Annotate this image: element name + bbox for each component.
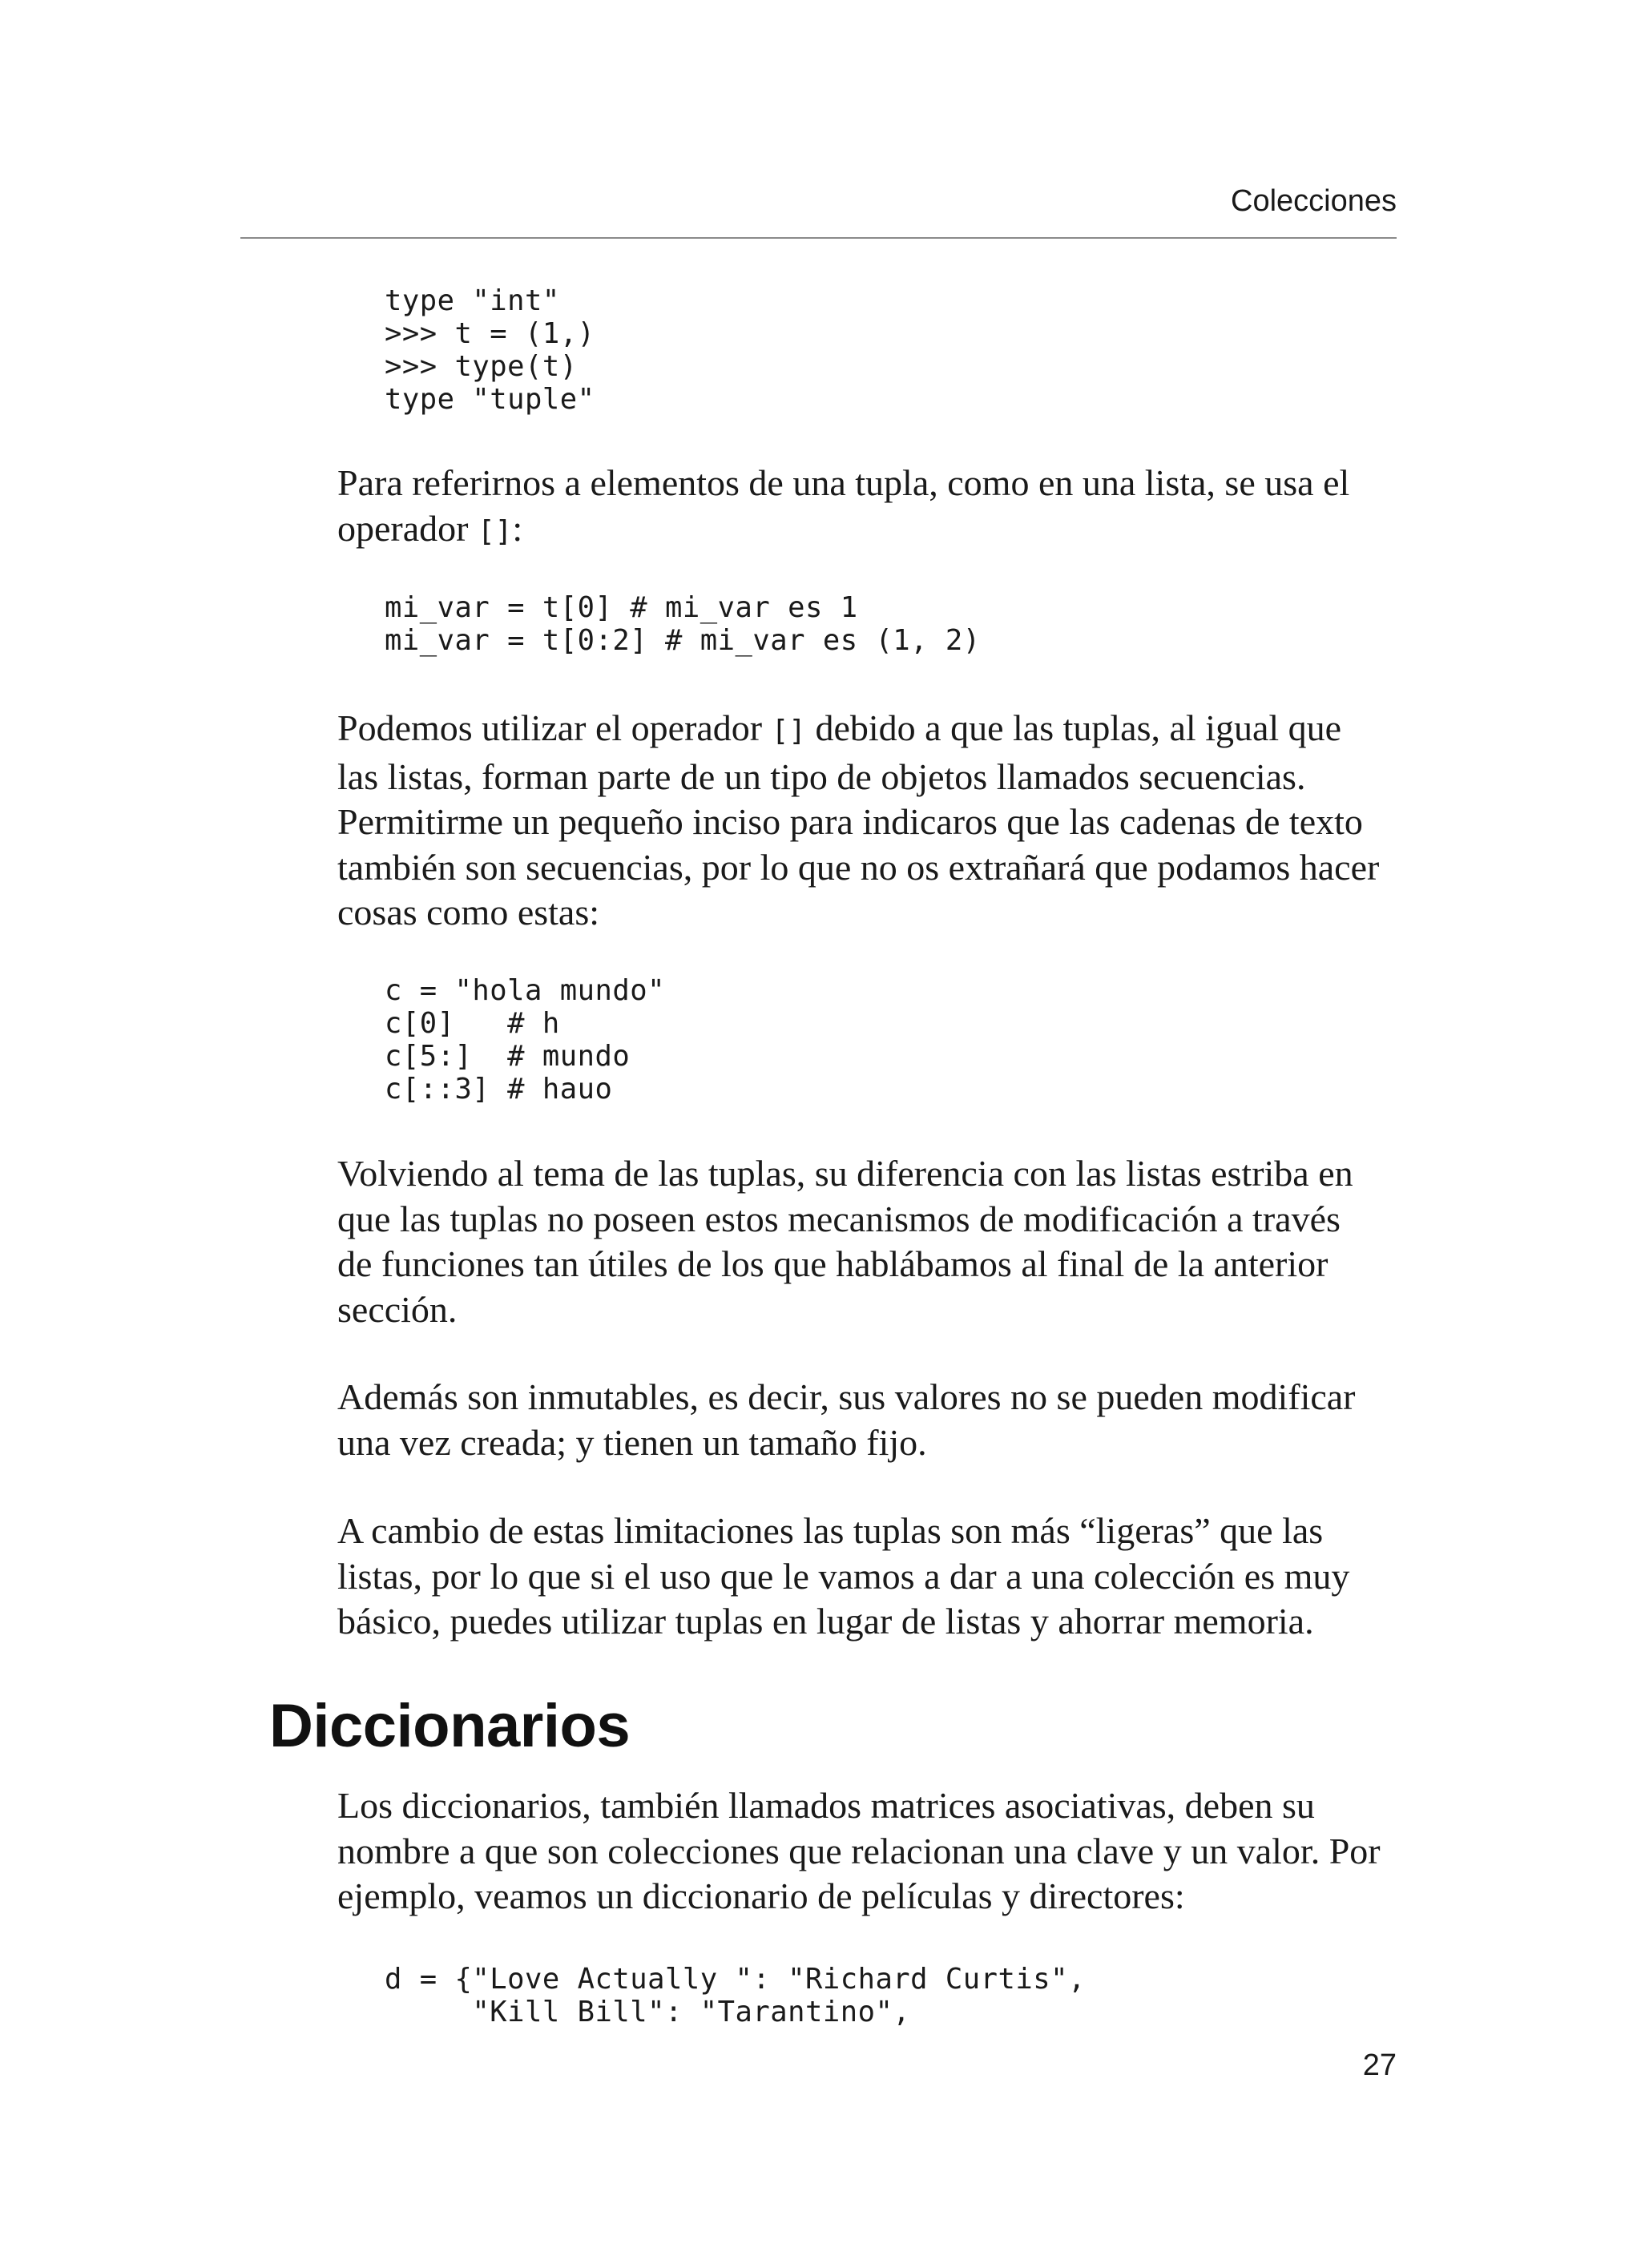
paragraph-tuple-indexing bbox=[337, 461, 1411, 554]
code-line: c[5:] # mundo bbox=[385, 1040, 631, 1073]
text-line: que las tuplas no poseen estos mecanismos de modificación a través bbox=[337, 1198, 1341, 1239]
code-block-type-check bbox=[385, 284, 595, 416]
text-line: de funciones tan útiles de los que hablábamos al final de la anterior bbox=[337, 1243, 1329, 1284]
text-line: listas, por lo que si el uso que le vamos a dar a una colección es muy bbox=[337, 1555, 1350, 1597]
paragraph-lightweight bbox=[337, 1509, 1411, 1645]
text-line bbox=[337, 506, 1411, 555]
page-number: 27 bbox=[1362, 2048, 1397, 2082]
code-line: "Kill Bill": "Tarantino", bbox=[385, 1996, 911, 2028]
paragraph-tuple-differences bbox=[337, 1151, 1411, 1332]
section-heading: Diccionarios bbox=[269, 1692, 631, 1760]
text-line: Volviendo al tema de las tuplas, su diferencia con las listas estriba en bbox=[337, 1153, 1353, 1194]
code-line: type "int" bbox=[385, 284, 560, 317]
code-line: >>> t = (1,) bbox=[385, 317, 595, 350]
text-run: Podemos utilizar el operador bbox=[337, 707, 772, 748]
code-block-dictionary bbox=[385, 1963, 1086, 2028]
text-line: Permitirme un pequeño inciso para indicaros que las cadenas de texto bbox=[337, 801, 1363, 842]
paragraph-dictionaries-intro bbox=[337, 1783, 1411, 1920]
code-line: c[::3] # hauo bbox=[385, 1073, 613, 1106]
text-line: cosas como estas: bbox=[337, 892, 600, 933]
text-line: Además son inmutables, es decir, sus valores no se pueden modificar bbox=[337, 1376, 1356, 1417]
text-line: Los diccionarios, también llamados matrices asociativas, deben su bbox=[337, 1785, 1315, 1826]
running-head: Colecciones bbox=[1231, 184, 1397, 218]
text-line: una vez creada; y tienen un tamaño fijo. bbox=[337, 1421, 927, 1463]
header-rule bbox=[240, 237, 1397, 239]
text-line: sección. bbox=[337, 1288, 458, 1330]
code-line: >>> type(t) bbox=[385, 350, 578, 383]
text-run: debido a que las tuplas, al igual que bbox=[805, 707, 1342, 748]
text-line: Para referirnos a elementos de una tupla, como en una lista, se usa el bbox=[337, 462, 1350, 503]
text-line: también son secuencias, por lo que no os extrañará que podamos hacer bbox=[337, 846, 1380, 888]
text-line: nombre a que son colecciones que relacionan una clave y un valor. Por bbox=[337, 1830, 1381, 1871]
code-line: mi_var = t[0] # mi_var es 1 bbox=[385, 591, 858, 624]
text-line: ejemplo, veamos un diccionario de películas y directores: bbox=[337, 1875, 1185, 1916]
code-line: mi_var = t[0:2] # mi_var es (1, 2) bbox=[385, 624, 981, 657]
code-line: c[0] # h bbox=[385, 1007, 560, 1040]
inline-code: [] bbox=[771, 715, 806, 747]
code-line: type "tuple" bbox=[385, 383, 595, 416]
paragraph-sequences bbox=[337, 706, 1411, 936]
code-block-tuple-slicing bbox=[385, 591, 981, 657]
text-line: básico, puedes utilizar tuplas en lugar de listas y ahorrar memoria. bbox=[337, 1601, 1314, 1642]
paragraph-immutability bbox=[337, 1375, 1411, 1465]
code-line: c = "hola mundo" bbox=[385, 974, 665, 1007]
code-block-string-slicing bbox=[385, 974, 665, 1106]
code-line: d = {"Love Actually ": "Richard Curtis", bbox=[385, 1963, 1086, 1996]
inline-code: [] bbox=[477, 514, 513, 548]
text-line: las listas, forman parte de un tipo de objetos llamados secuencias. bbox=[337, 755, 1306, 797]
text-line: A cambio de estas limitaciones las tuplas son más “ligeras” que las bbox=[337, 1510, 1324, 1551]
text-run: operador bbox=[337, 507, 478, 549]
text-line bbox=[337, 706, 1411, 755]
text-run: : bbox=[512, 507, 523, 549]
